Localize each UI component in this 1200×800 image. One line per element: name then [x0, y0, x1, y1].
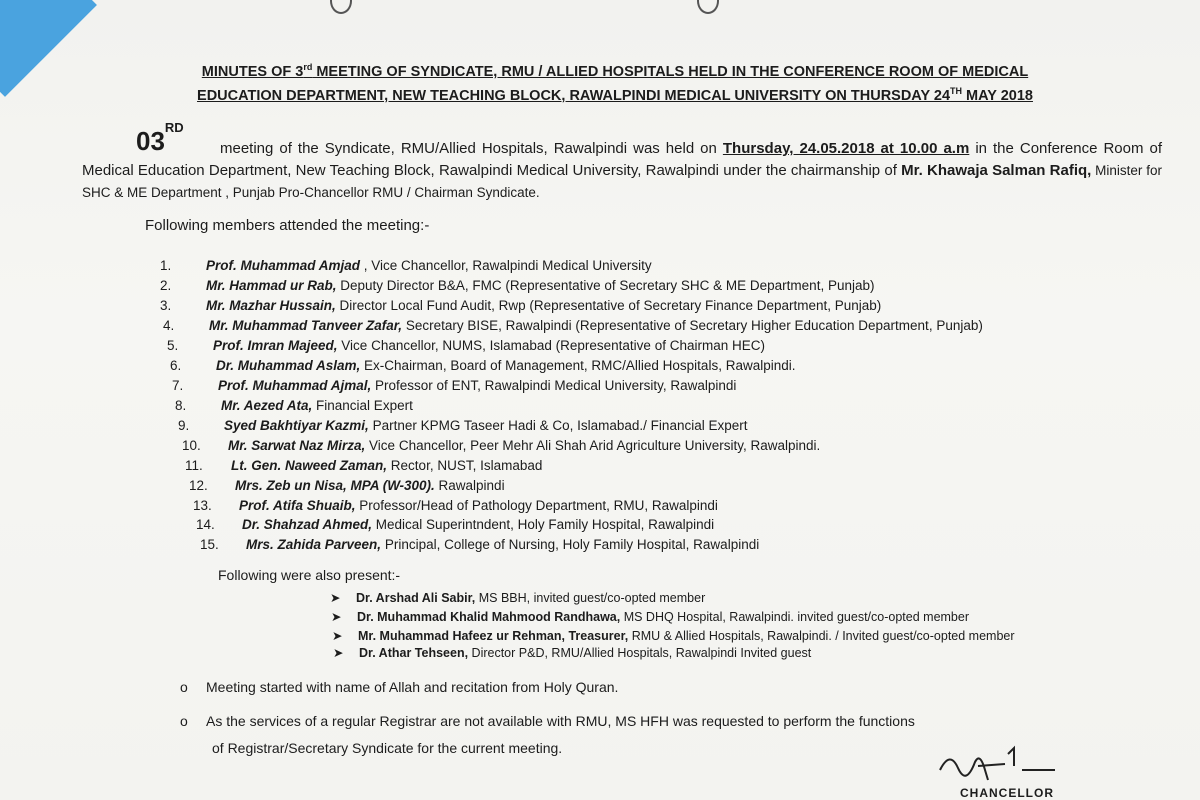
- member-number: 3.: [160, 298, 172, 313]
- member-name: Dr. Shahzad Ahmed,: [242, 517, 373, 532]
- member-number: 7.: [172, 378, 184, 393]
- list-item: o As the services of a regular Registrar are not available with RMU, MS HFH was requested to perform the functions: [180, 713, 915, 729]
- member-designation: Professor/Head of Pathology Department, RMU, Rawalpindi: [355, 498, 718, 513]
- member-number: 11.: [185, 458, 203, 473]
- punch-hole: [697, 0, 719, 14]
- member-name: Mr. Muhammad Tanveer Zafar,: [209, 318, 403, 333]
- member-number: 4.: [163, 318, 175, 333]
- member-number: 9.: [178, 418, 190, 433]
- member-designation: Ex-Chairman, Board of Management, RMC/Allied Hospitals, Rawalpindi.: [360, 358, 796, 373]
- punch-hole: [330, 0, 352, 14]
- guest-designation: RMU & Allied Hospitals, Rawalpindi. / Invited guest/co-opted member: [628, 629, 1015, 643]
- member-name: Prof. Muhammad Ajmal,: [218, 378, 372, 393]
- guest-name: Mr. Muhammad Hafeez ur Rehman, Treasurer,: [358, 629, 629, 643]
- member-name: Syed Bakhtiyar Kazmi,: [224, 418, 369, 433]
- member-item: [175, 398, 413, 413]
- member-designation: Medical Superintndent, Holy Family Hospital, Rawalpindi: [372, 517, 715, 532]
- intro-paragraph: meeting of the Syndicate, RMU/Allied Hospitals, Rawalpindi was held on Thursday, 24.05.2018 at 10.00 a.m in the Conference Room of Medical Education Department, New Teaching Block, Rawalpindi Medical University, Rawalpindi under the chairmanship of Mr. Khawaja Salman Rafiq, Minister for SHC & ME Department , Punjab Pro-Chancellor RMU / Chairman Syndicate.: [82, 140, 1163, 200]
- arrow-bullet-icon: ➤: [331, 610, 342, 624]
- member-item: [200, 537, 759, 552]
- chairman-name: Mr. Khawaja Salman Rafiq,: [901, 162, 1092, 179]
- member-number: 13.: [193, 498, 212, 513]
- member-designation: Rector, NUST, Islamabad: [387, 458, 543, 473]
- member-name: Mr. Hammad ur Rab,: [206, 278, 337, 293]
- member-item: [163, 318, 983, 333]
- guest-designation: MS BBH, invited guest/co-opted member: [475, 591, 706, 605]
- member-designation: Principal, College of Nursing, Holy Family Hospital, Rawalpindi: [381, 537, 760, 552]
- arrow-bullet-icon: ➤: [332, 629, 343, 643]
- member-item: [167, 338, 765, 353]
- member-number: 12.: [189, 478, 208, 493]
- member-name: Mr. Aezed Ata,: [221, 398, 313, 413]
- guest-item: [330, 590, 705, 605]
- member-item: [193, 498, 718, 513]
- arrow-bullet-icon: ➤: [333, 646, 344, 660]
- member-designation: Vice Chancellor, NUMS, Islamabad (Representative of Chairman HEC): [337, 338, 765, 353]
- member-item: [178, 418, 747, 433]
- member-designation: Secretary BISE, Rawalpindi (Representative of Secretary Higher Education Department, Punjab): [402, 318, 983, 333]
- member-number: 1.: [160, 258, 172, 273]
- member-name: Lt. Gen. Naweed Zaman,: [231, 458, 388, 473]
- member-item: [170, 358, 795, 373]
- member-name: Prof. Imran Majeed,: [213, 338, 338, 353]
- guest-item: [333, 645, 811, 660]
- meeting-date: Thursday, 24.05.2018 at 10.00 a.m: [722, 140, 970, 157]
- member-number: 14.: [196, 517, 215, 532]
- member-number: 15.: [200, 537, 219, 552]
- member-designation: Director Local Fund Audit, Rwp (Representative of Secretary Finance Department, Punjab): [335, 298, 882, 313]
- guest-name: Dr. Arshad Ali Sabir,: [356, 591, 476, 605]
- member-name: Dr. Muhammad Aslam,: [216, 358, 361, 373]
- member-item: [160, 258, 652, 273]
- member-item: [160, 278, 874, 293]
- member-number: 2.: [160, 278, 172, 293]
- members-title: Following members attended the meeting:-: [145, 217, 430, 234]
- member-item: [196, 517, 714, 532]
- guest-name: Dr. Athar Tehseen,: [359, 646, 469, 660]
- list-item-continuation: of Registrar/Secretary Syndicate for the current meeting.: [212, 740, 563, 756]
- member-number: 10.: [182, 438, 201, 453]
- member-number: 8.: [175, 398, 187, 413]
- member-designation: Rawalpindi: [434, 478, 505, 493]
- member-name: Mrs. Zeb un Nisa, MPA (W-300).: [235, 478, 435, 493]
- guest-designation: MS DHQ Hospital, Rawalpindi. invited guest/co-opted member: [620, 610, 969, 624]
- member-designation: Deputy Director B&A, FMC (Representative of Secretary SHC & ME Department, Punjab): [336, 278, 875, 293]
- member-name: Prof. Atifa Shuaib,: [239, 498, 356, 513]
- guest-designation: Director P&D, RMU/Allied Hospitals, Rawalpindi Invited guest: [468, 646, 812, 660]
- member-name: Mr. Mazhar Hussain,: [206, 298, 336, 313]
- member-designation: Professor of ENT, Rawalpindi Medical University, Rawalpindi: [371, 378, 737, 393]
- arrow-bullet-icon: ➤: [330, 591, 341, 605]
- member-item: [185, 458, 542, 473]
- blue-corner-tab: [0, 0, 97, 97]
- minutes-heading: MINUTES OF 3rd MEETING OF SYNDICATE, RMU / ALLIED HOSPITALS HELD IN THE CONFERENCE ROOM OF MEDICAL EDUCATION DEPARTMENT, NEW TEACHING BLOCK, RAWALPINDI MEDICAL UNIVERSITY ON THURSDAY 24TH MAY 2018: [197, 62, 1033, 104]
- member-item: [182, 438, 820, 453]
- guest-item: [332, 628, 1015, 643]
- designation-label: CHANCELLOR: [960, 786, 1054, 800]
- meeting-number: 03RD: [136, 120, 184, 156]
- member-item: [189, 478, 505, 493]
- guest-name: Dr. Muhammad Khalid Mahmood Randhawa,: [357, 610, 621, 624]
- member-designation: Financial Expert: [312, 398, 413, 413]
- member-designation: , Vice Chancellor, Rawalpindi Medical University: [360, 258, 652, 273]
- member-item: [160, 298, 881, 313]
- member-name: Mr. Sarwat Naz Mirza,: [228, 438, 366, 453]
- member-item: [172, 378, 736, 393]
- member-designation: Vice Chancellor, Peer Mehr Ali Shah Arid Agriculture University, Rawalpindi.: [365, 438, 821, 453]
- list-item: o Meeting started with name of Allah and recitation from Holy Quran.: [180, 679, 619, 695]
- guest-item: [331, 609, 969, 624]
- signature: [930, 740, 1060, 790]
- member-name: Prof. Muhammad Amjad: [206, 258, 361, 273]
- member-number: 6.: [170, 358, 182, 373]
- member-name: Mrs. Zahida Parveen,: [246, 537, 382, 552]
- member-designation: Partner KPMG Taseer Hadi & Co, Islamabad./ Financial Expert: [368, 418, 748, 433]
- present-title: Following were also present:-: [218, 567, 401, 583]
- member-number: 5.: [167, 338, 179, 353]
